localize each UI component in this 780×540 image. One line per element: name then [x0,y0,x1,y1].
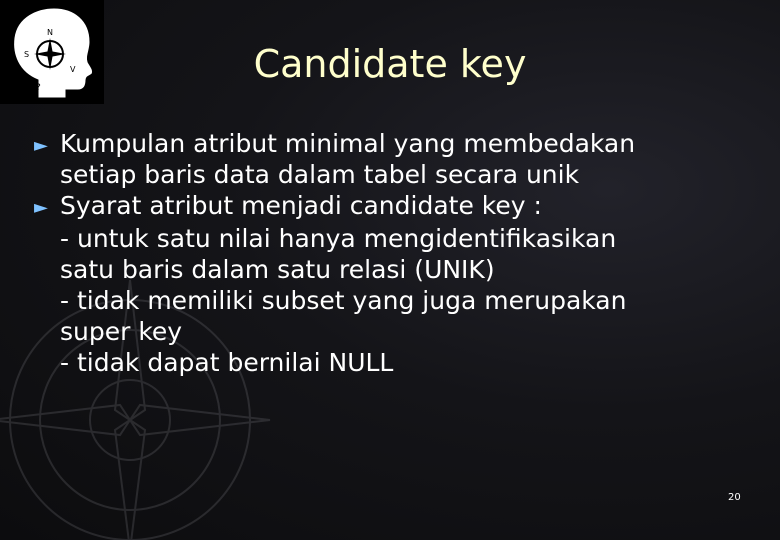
sub-item-list [34,223,734,378]
bullet-item [34,128,734,190]
logo-question-mark: ? [36,83,41,93]
sub-item-line: - tidak memiliki subset yang juga merupakan [60,286,627,315]
logo-letter-v: V [70,65,76,74]
slide-title: Candidate key [253,42,527,86]
page-number: 20 [728,492,741,503]
bullet-arrow-icon: ► [34,135,48,156]
sub-item-line: - tidak dapat bernilai NULL [60,348,394,377]
bullet-arrow-icon: ► [34,197,48,218]
sub-item-line: satu baris dalam satu relasi (UNIK) [60,255,495,284]
sub-item-line: super key [60,317,183,346]
slide-body [34,128,734,378]
bullet-text-line: setiap baris data dalam tabel secara unik [60,160,580,189]
bullet-item [34,190,734,223]
logo-letter-s: S [24,50,30,59]
sub-item-line: - untuk satu nilai hanya mengidentifikasikan [60,224,617,253]
logo-letter-n: N [47,28,53,37]
bullet-text-line: Kumpulan atribut minimal yang membedakan [60,129,636,158]
bullet-text-line: Syarat atribut menjadi candidate key : [60,191,542,220]
